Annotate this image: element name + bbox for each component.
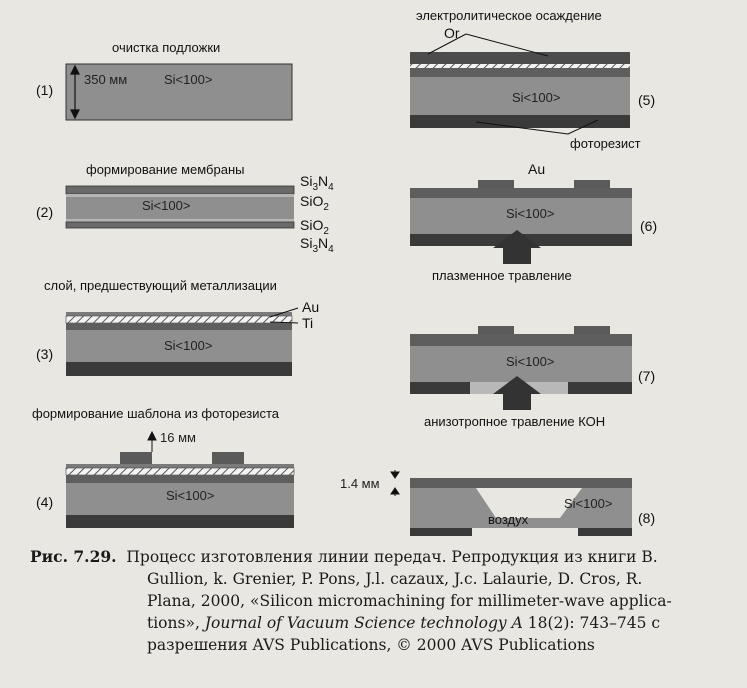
step3-metal-ti: Ti <box>302 315 314 331</box>
step8-number: (8) <box>638 510 656 526</box>
step1-dim-label: 350 мм <box>84 72 128 87</box>
step2-number: (2) <box>36 204 54 220</box>
caption-text-1: Процесс изготовления линии передач. Репродукция из книги B. <box>126 548 658 566</box>
step7-number: (7) <box>638 368 656 384</box>
caption-line-4 <box>30 612 730 634</box>
step3-title: слой, предшествующий металлизации <box>44 278 277 293</box>
step4-width-marker <box>148 432 156 452</box>
step2-layer-sio2-top: SiO$_2$ <box>300 193 329 213</box>
step8-substrate-label: Si<100> <box>564 496 613 511</box>
caption-line-5: разрешения AVS Publications, © 2000 AVS Publications <box>147 636 595 654</box>
step6-number: (6) <box>640 218 658 234</box>
step5-substrate-label: Si<100> <box>512 90 561 105</box>
step5-label-photoresist: фоторезист <box>570 136 641 151</box>
caption-line-2: Gullion, k. Grenier, P. Pons, J.l. cazaux, J.c. Lalaurie, D. Cros, R. <box>147 570 643 588</box>
step2-layer-sio2-bottom: SiO$_2$ <box>300 217 329 237</box>
step1-substrate-label: Si<100> <box>164 72 213 87</box>
step3-substrate-label: Si<100> <box>164 338 213 353</box>
step5-title: электролитическое осаждение <box>416 8 602 23</box>
step6-substrate-label: Si<100> <box>506 206 555 221</box>
step5-label-or: Or <box>444 25 460 41</box>
step3-number: (3) <box>36 346 54 362</box>
step6-metal-au: Au <box>528 161 546 177</box>
step8-cavity-label: воздух <box>488 512 529 527</box>
caption-line-1 <box>30 546 730 568</box>
caption-line-3: Plana, 2000, «Silicon micromachining for millimeter-wave applica- <box>147 592 672 610</box>
figure-number: Рис. 7.29. <box>30 547 117 566</box>
step5-number: (5) <box>638 92 656 108</box>
step1-title: очистка подложки <box>112 40 221 55</box>
caption-text-4a: tions», <box>147 614 205 632</box>
step2-layer-si3n4-top: $Si_3N_4$ <box>300 173 334 193</box>
step4-number: (4) <box>36 494 54 510</box>
step8-dim-arrow <box>391 470 399 496</box>
step6-title: плазменное травление <box>432 268 572 283</box>
step2-substrate-label: Si<100> <box>142 198 191 213</box>
step2-layer-si3n4-bottom: $Si_3N_4$ <box>300 235 334 255</box>
step4-title: формирование шаблона из фоторезиста <box>32 406 280 421</box>
step8-dim-label: 1.4 мм <box>340 476 380 491</box>
figure-caption <box>30 546 730 656</box>
step2-title: формирование мембраны <box>86 162 245 177</box>
step4-dim-label: 16 мм <box>160 430 196 445</box>
step7-substrate-label: Si<100> <box>506 354 555 369</box>
caption-journal: Journal of Vacuum Science technology A <box>204 614 523 632</box>
caption-text-4b: 18(2): 743–745 с <box>522 614 661 632</box>
step1-number: (1) <box>36 82 54 98</box>
step3-metal-au: Au <box>302 299 320 315</box>
step4-substrate-label: Si<100> <box>166 488 215 503</box>
step7-title: анизотропное травление КОН <box>424 414 606 429</box>
